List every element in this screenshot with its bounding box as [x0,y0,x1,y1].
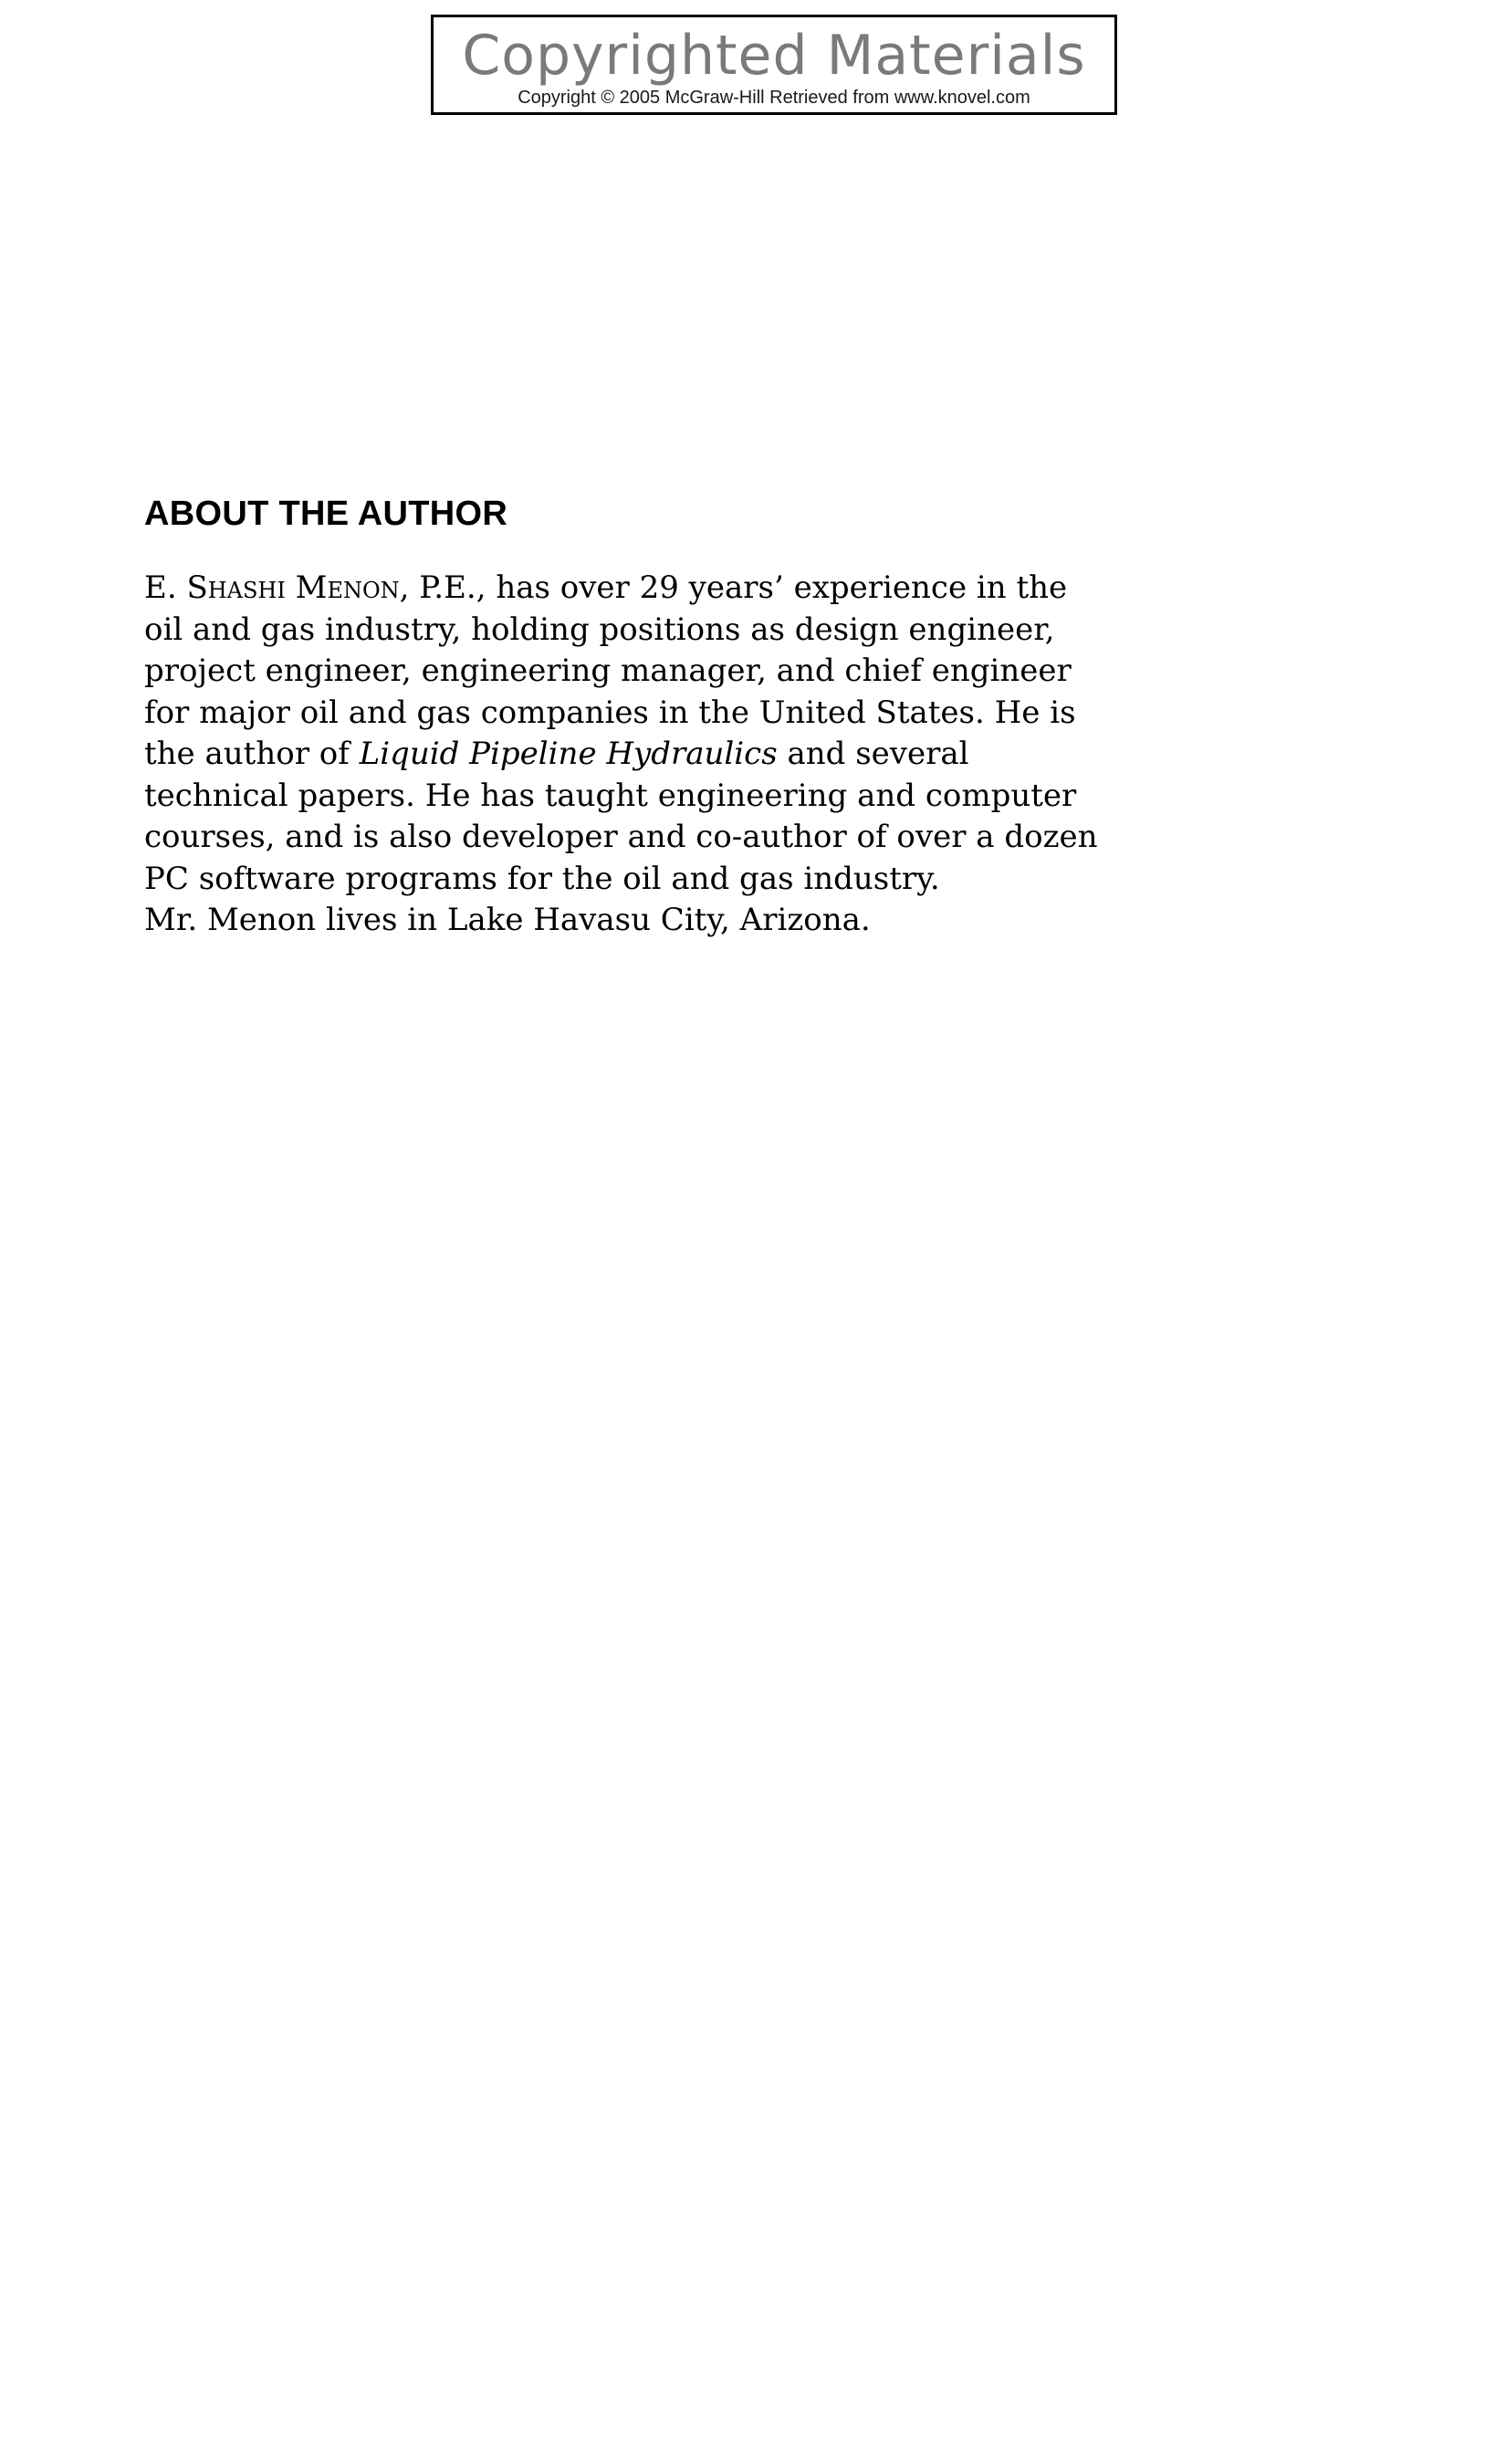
bio-line-4: for major oil and gas companies in the United States. He is [144,694,1076,731]
author-name: Shashi Menon [186,569,400,606]
bio-line-7: courses, and is also developer and co-author of over a dozen [144,819,1098,855]
book-title: Liquid Pipeline Hydraulics [359,736,778,772]
bio-line-8: PC software programs for the oil and gas industry. [144,860,940,897]
bio-line-2: oil and gas industry, holding positions as design engineer, [144,611,1055,648]
bio-line-1 [144,568,1148,610]
bio-line-3: project engineer, engineering manager, and chief engineer [144,653,1072,689]
bio-line-5-pre: the author of [144,736,360,772]
bio-line-5-post: and several [777,736,969,772]
section-heading: ABOUT THE AUTHOR [144,495,508,533]
bio-initial: E. [144,569,187,606]
bio-line-6: technical papers. He has taught engineering and computer [144,777,1077,814]
bio-line-9: Mr. Menon lives in Lake Havasu City, Arizona. [144,902,871,938]
bio-line-1-rest: , P.E., has over 29 years’ experience in the [399,569,1068,606]
copyright-stamp [431,15,1117,115]
stamp-title: Copyrighted Materials [462,24,1086,88]
author-bio [144,568,1148,942]
stamp-notice: Copyright © 2005 McGraw-Hill Retrieved from www.knovel.com [518,88,1030,108]
bio-line-5 [144,734,1148,776]
